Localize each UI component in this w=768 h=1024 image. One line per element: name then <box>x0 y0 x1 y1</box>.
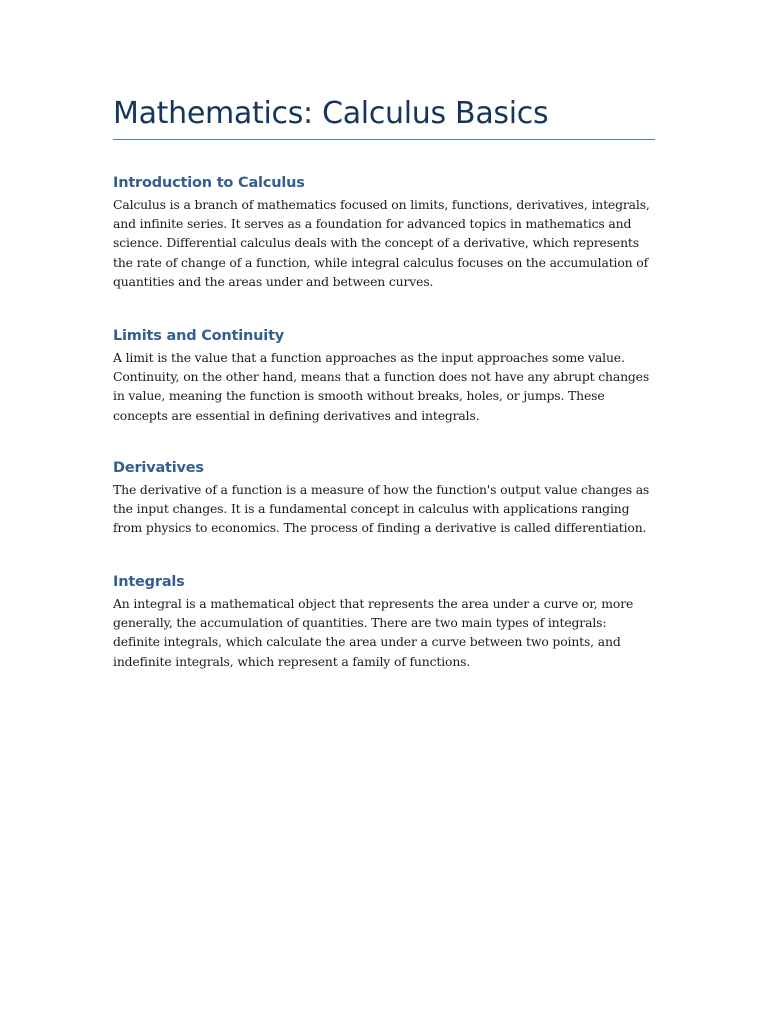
section-paragraph: A limit is the value that a function approaches as the input approaches some value. Continuity, on the other hand, means that a function does not have any abrupt changes in value, meaning the function is smooth without breaks, holes, or jumps. These concepts are essential in defining derivatives and integrals. <box>113 350 650 423</box>
section-limits-continuity <box>113 325 655 425</box>
section-paragraph: Calculus is a branch of mathematics focused on limits, functions, derivatives, integrals, and infinite series. It serves as a foundation for advanced topics in mathematics and science. Differential calculus deals with the concept of a derivative, which represents the rate of change of a function, while integral calculus focuses on the accumulation of quantities and the areas under and between curves. <box>113 197 650 289</box>
section-heading: Integrals <box>113 574 185 590</box>
section-paragraph: The derivative of a function is a measure of how the function's output value changes as the input changes. It is a fundamental concept in calculus with applications ranging from physics to economics. The process of finding a derivative is called differentiation. <box>113 482 650 536</box>
section-integrals <box>113 571 655 671</box>
section-heading: Derivatives <box>113 460 204 476</box>
section-heading: Limits and Continuity <box>113 328 285 344</box>
section-derivatives <box>113 457 655 538</box>
section-heading: Introduction to Calculus <box>113 175 305 191</box>
section-introduction <box>113 172 655 291</box>
document-title: Mathematics: Calculus Basics <box>113 96 549 131</box>
section-paragraph: An integral is a mathematical object that represents the area under a curve or, more generally, the accumulation of quantities. There are two main types of integrals: definite integrals, which calculate the area under a curve between two points, and indefinite integrals, which represent a family of functions. <box>113 596 634 669</box>
title-underline <box>113 139 655 140</box>
